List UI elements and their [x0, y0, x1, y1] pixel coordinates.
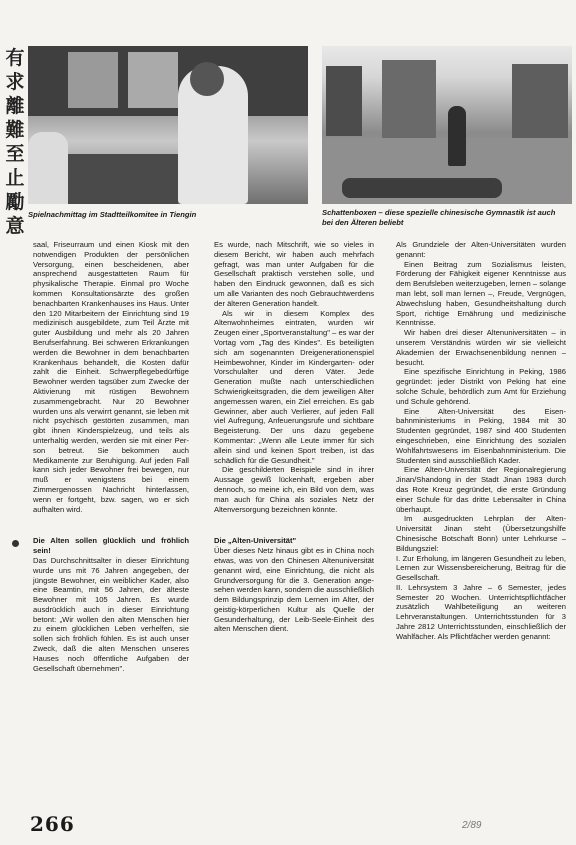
subheading-happy-elderly: Die Alten sollen glücklich und fröhlich sein! [33, 536, 189, 556]
seal-character: 止 [5, 167, 25, 189]
paragraph: Es wurde, nach Mitschrift, wie so vieles in diesem Bericht, wir haben auch mehrfach gefragt, was man unter Aufgaben für die Gesellschaft praktisch verstehen solle, und haben den Eindruck gewonnen, daß es sich um alle Varianten des noch Gebrauchtwerdens der älteren Generation handelt. [214, 240, 374, 308]
page-number: 266 [30, 812, 75, 836]
person-head [190, 62, 224, 96]
paragraph: Das Durchschnittsalter in dieser Einrichtung wurde uns mit 76 Jahren angegeben, der jüngste Bewohner, ein weiblicher Kader, also eine Beamtin, mit 56 Jahren, der älteste Bewohner mit 105 Jahren. Es wurde ausdrücklich auch in dieser Einrichtung betont: „Wir wollen den alten Menschen hier zu einem glücklichen Leben verhelfen, sie sollen sich fröhlich fühlen. Es ist auch unser Zweck, daß die alten Menschen unseres Hauses noch öffentliche Aufgaben der Gesellschaft übernehmen". [33, 555, 189, 673]
window-pane [68, 52, 118, 108]
paragraph: Eine Alten-Universität des Eisenbahnministeriums in Peking, 1984 mit 30 Studenten gegründet, 1987 sind 400 Studenten eingeschrieben, eine Einrichtung des sozialen Wohlfahrtswesens im Eisenbahnministerium. Die Studenten sind ausschließlich Kader. [396, 406, 566, 465]
game-table [68, 154, 178, 204]
paragraph: saal, Friseurraum und einen Kiosk mit den notwendigen Produkten der persönlichen Versorgung, einen bescheidenen, aber ansprechend ausgestatteten Raum für physikalische Therapie. Einmal pro Woche kommen Konsultationsärzte des großen benachbarten Krankenhauses ins Haus. Unter den 120 Mitarbeitern der Einrichtung sind 19 medizinisch ausgebildete, zum Teil Ärzte mit guter Ausbildung und mehr als 20 Jahren Berufserfahrung. Bei schweren Erkrankungen werden die Bewohner in dem benachbarten Krankenhaus behandelt, die Kosten dafür zahlt die Einheit. Schwerpflegebedürftige Bewohner werden tagsüber zum Zwecke der Aktivierung mit rüstigen Bewohnern zusammengebracht. Nur 20 Bewohner wurden uns als verwirrt genannt, sie leben mit nicht psychisch gestörten zusammen, man gibt ihnen Kinderspielzeug, und teils als unterhaltig werden, werden sie mit einer Person betreut. Sie bekommen auch Medikamente zur Beruhigung. Auf jeden Fall kann sich jeder Bewohner frei bewegen, nur muß er wenigstens bei einem Zimmergenossen Nachricht hinterlassen, wenn er fortgeht, bzw. sagen, wo er sich aufhalten wird. [33, 240, 189, 514]
building-left [326, 66, 362, 136]
photo-shadow-boxing [322, 46, 572, 204]
paragraph: Einen Beitrag zum Sozialismus leisten, Förderung der Fähigkeit eigener Kenntnisse aus dem Berufsleben weiterzugeben, lernen – solange man lebt, soll man lernen –, Freude, Vergnügen, Abwechslung haben, Gesundheitshaltung durch Sport, richtige Ernährung und medizinische Kenntnisse. [396, 259, 566, 328]
paragraph: Eine spezifische Einrichtung in Peking, 1986 gegründet: jeder Distrikt von Peking hat eine solche Schule, behördlich zum Amt für Erziehung und Schule gehörend. [396, 367, 566, 406]
text-column-3 [396, 240, 566, 642]
photo-game-afternoon [28, 46, 308, 204]
issue-stamp: 2/89 [462, 820, 482, 831]
paragraph: Als wir in diesem Komplex des Altenwohnheimes eintraten, wurden wir Zeugen einer „Sportveranstaltung" – es war der Vortag vom „Tag des Kindes". Es beteiligten sich am sogenannten Dreigenerationenspiel Heimbewohner, Kinder im Kindergarten- oder Vorschulalter und deren Väter. Jede Generation mußte nach unterschiedlichen Schwierigkeitsgraden, die dem jeweiligen Alter angemessen waren, ein Ziel erreichen. Es gab Gewinner, aber auch Verlierer, auf jeden Fall viel Aufregung, Anfeuerungsrufe und sichtbare Begeisterung. Der uns dazu gegebene Kommentar: „Wenn alle Leute immer für sich allein sind und keinen Sport treiben, ist das schädlich für die Gesundheit." [214, 308, 374, 465]
chinese-calligraphy-seal [4, 46, 26, 238]
person-boxing [448, 106, 466, 166]
person-seated [28, 132, 68, 204]
seal-character: 有 [5, 47, 25, 69]
window-pane [128, 52, 178, 108]
building-right [512, 64, 568, 138]
seal-character: 難 [5, 119, 25, 141]
margin-bullet-mark [12, 540, 19, 547]
paragraph: I. Zur Erholung, im längeren Gesundheit zu leben, Lernen zur Wissensbereicherung, Beitrag für die Gesellschaft. [396, 553, 566, 583]
seal-character: 至 [5, 143, 25, 165]
seal-character: 意 [5, 215, 25, 237]
building-mid [382, 60, 436, 138]
paragraph: Im ausgedruckten Lehrplan der Alten-Universität Jinan steht (Übersetzungshilfe Chinesische Botschaft Bonn) unter Lehrkurse – Bildungsziel: [396, 514, 566, 553]
paragraph: Wir haben drei dieser Altenuniversitäten – in unserem Verständnis würden wir sie vielleicht Akademien der Erwachsenenbildung nennen – besucht. [396, 328, 566, 367]
text-column-2 [214, 240, 374, 634]
paragraph: II. Lehrsystem 3 Jahre – 6 Semester, jedes Semester 20 Wochen. Unterrichtspflichtfächer zusätzlich Wahlbeteiligung an weiteren Lehrveranstaltungen. Unterrichtsstunden für 3 Jahre 2812 Unterrichtsstunden, einschließlich der Wahlfächer. Als Pflichtfächer werden genannt: [396, 582, 566, 641]
seal-character: 勵 [5, 191, 25, 213]
paragraph: Die geschilderten Beispiele sind in ihrer Aussage gewiß lückenhaft, ergeben aber dennoch, so meine ich, ein Bild von dem, was man auch für China als soziales Netz der Altenversorgung bezeichnen könnte. [214, 465, 374, 514]
group-of-people [342, 178, 502, 198]
paragraph: Eine Alten-Universität der Regionalregierung Jinan/Shandong in der Stadt Jinan 1983 durch das Rote Kreuz gegründet, die erste Gründung einer Schule für das dritte Lebensalter in China überhaupt. [396, 465, 566, 514]
photo-caption-right: Schattenboxen – diese spezielle chinesische Gymnastik ist auch bei den Älteren beliebt [322, 208, 556, 227]
paragraph: Über dieses Netz hinaus gibt es in China noch etwas, was von den Chinesen Altenuniversität genannt wird, eine Einrichtung, die nicht als Grundversorgung für die 3. Generation angesehen werden kann, sondern die ausschließlich dem Bildungsprinzip dem Lernen im Alter, der geistig-körperlichen Kultur als Quelle der Gesunderhaltung, der Leib-Seele-Einheit des alten Menschen dient. [214, 546, 374, 634]
text-column-1 [33, 240, 189, 673]
photo-caption-left: Spielnachmittag im Stadtteilkomitee in Tiengin [28, 210, 197, 219]
subheading-alten-universitaet: Die „Alten-Universität" [214, 536, 297, 546]
paragraph: Als Grundziele der Alten-Universitäten wurden genannt: [396, 240, 566, 259]
seal-character: 求 [5, 71, 25, 93]
seal-character: 離 [5, 95, 25, 117]
